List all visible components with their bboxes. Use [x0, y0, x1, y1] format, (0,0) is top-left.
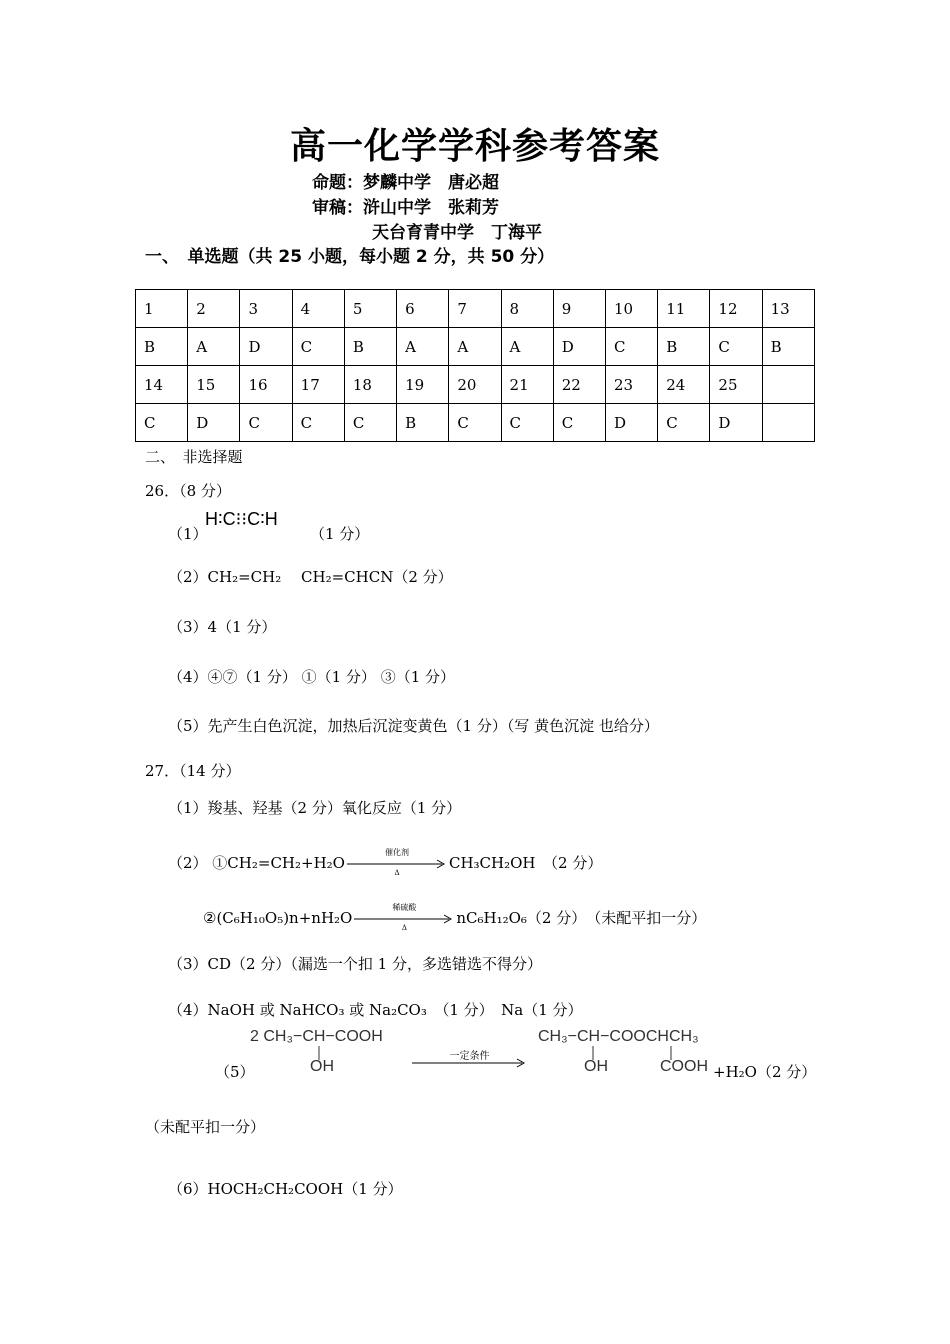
- q27-part1: （1）羧基、羟基（2 分）氧化反应（1 分）: [168, 799, 462, 817]
- question-number-cell: 13: [762, 290, 814, 328]
- question-number-cell: 11: [658, 290, 710, 328]
- question-number-cell: 23: [605, 366, 657, 404]
- answer-cell: A: [397, 328, 449, 366]
- question-number-cell: 22: [553, 366, 605, 404]
- answer-cell: B: [136, 328, 188, 366]
- question-number-cell: 20: [449, 366, 501, 404]
- q27-title: 27．（14 分）: [145, 762, 241, 780]
- question-number-cell: 21: [501, 366, 553, 404]
- question-number-cell: 17: [292, 366, 344, 404]
- answer-cell: C: [449, 404, 501, 442]
- question-number-cell: 7: [449, 290, 501, 328]
- arrow-heat: Δ: [394, 869, 400, 877]
- question-number-cell: 6: [397, 290, 449, 328]
- arrow-heat: Δ: [401, 924, 407, 932]
- reviewer-line-2: 天台育青中学 丁海平: [372, 223, 542, 243]
- section2-heading: 二、 非选择题: [145, 448, 243, 466]
- q27-part5-note: （未配平扣一分）: [145, 1118, 266, 1136]
- question-number-cell: 18: [344, 366, 396, 404]
- question-number-cell: 1: [136, 290, 188, 328]
- reaction-arrow: [354, 903, 454, 932]
- question-number-cell: 2: [188, 290, 240, 328]
- question-number-cell: 14: [136, 366, 188, 404]
- q26-title: 26．（8 分）: [145, 482, 231, 500]
- q27-part5-label: （5）: [215, 1063, 255, 1081]
- question-number-cell: 19: [397, 366, 449, 404]
- answer-cell: B: [658, 328, 710, 366]
- answer-cell: A: [501, 328, 553, 366]
- reaction-arrow: [347, 848, 447, 877]
- answer-cell: B: [344, 328, 396, 366]
- q26-part2: （2）CH₂=CH₂ CH₂=CHCN（2 分）: [168, 568, 453, 586]
- question-number-cell: 24: [658, 366, 710, 404]
- q26-part1-label: （1）: [168, 525, 208, 543]
- product-cooh-group: COOH: [660, 1058, 708, 1075]
- answer-cell: D: [553, 328, 605, 366]
- answer-cell: C: [240, 404, 292, 442]
- answer-cell: D: [188, 404, 240, 442]
- arrow-icon: [412, 1058, 527, 1068]
- question-number-row: [136, 366, 815, 404]
- product-oh-group: OH: [584, 1058, 608, 1075]
- answer-row: [136, 404, 815, 442]
- question-number-cell: 4: [292, 290, 344, 328]
- answer-cell: C: [136, 404, 188, 442]
- question-number-cell: 10: [605, 290, 657, 328]
- reactant-lactic-acid: 2 CH₃−CH−COOH: [250, 1028, 383, 1045]
- q27-part2b-reactants: ②(C₆H₁₀O₅)n+nH₂O: [203, 909, 353, 927]
- section1-heading: 一、 单选题（共 25 小题，每小题 2 分，共 50 分）: [145, 247, 555, 267]
- answer-cell: A: [449, 328, 501, 366]
- author-line: 命题：梦麟中学 唐必超: [312, 173, 499, 193]
- arrow-condition: 催化剂: [384, 848, 409, 857]
- q27-part2-reactants: （2） ①CH₂=CH₂+H₂O: [168, 854, 345, 872]
- answer-cell: [762, 404, 814, 442]
- reaction-arrow: [412, 1048, 527, 1068]
- answer-cell: C: [292, 328, 344, 366]
- q26-part5: （5）先产生白色沉淀，加热后沉淀变黄色（1 分）（写 黄色沉淀 也给分）: [168, 717, 659, 735]
- q27-part2b-product: nC₆H₁₂O₆（2 分） （未配平扣一分）: [456, 909, 707, 927]
- question-number-cell: [762, 366, 814, 404]
- q26-part3: （3）4（1 分）: [168, 618, 277, 636]
- q27-part2-product: CH₃CH₂OH （2 分）: [448, 854, 603, 872]
- answer-table: [135, 289, 815, 442]
- answer-cell: D: [605, 404, 657, 442]
- q27-part5-tail: +H₂O（2 分）: [713, 1063, 817, 1081]
- q27-part4: （4）NaOH 或 NaHCO₃ 或 Na₂CO₃ （1 分） Na（1 分）: [168, 1001, 583, 1019]
- answer-cell: C: [292, 404, 344, 442]
- page-title: 高一化学学科参考答案: [289, 126, 660, 167]
- question-number-cell: 9: [553, 290, 605, 328]
- answer-row: [136, 328, 815, 366]
- question-number-cell: 15: [188, 366, 240, 404]
- answer-cell: A: [188, 328, 240, 366]
- q27-part2-equation1: [168, 848, 603, 877]
- answer-cell: B: [762, 328, 814, 366]
- arrow-condition: 一定条件: [449, 1051, 490, 1062]
- question-number-cell: 12: [710, 290, 762, 328]
- product-ester: CH₃−CH−COOCHCH₃: [538, 1028, 699, 1045]
- question-number-row: [136, 290, 815, 328]
- reviewer-line: 审稿：浒山中学 张莉芳: [312, 198, 499, 218]
- q27-part2-equation2: [203, 903, 707, 932]
- question-number-cell: 5: [344, 290, 396, 328]
- q27-part3: （3）CD（2 分）（漏选一个扣 1 分，多选错选不得分）: [168, 955, 542, 973]
- arrow-condition: 稀硫酸: [392, 903, 417, 912]
- question-number-cell: 8: [501, 290, 553, 328]
- answer-cell: C: [710, 328, 762, 366]
- answer-cell: C: [553, 404, 605, 442]
- reactant-oh-group: OH: [310, 1058, 334, 1075]
- answer-cell: C: [501, 404, 553, 442]
- q27-part6: （6）HOCH₂CH₂COOH（1 分）: [168, 1180, 403, 1198]
- q26-part4: （4）④⑦（1 分） ①（1 分） ③（1 分）: [168, 668, 456, 686]
- answer-cell: C: [344, 404, 396, 442]
- answer-cell: C: [605, 328, 657, 366]
- answer-cell: B: [397, 404, 449, 442]
- question-number-cell: 3: [240, 290, 292, 328]
- answer-cell: C: [658, 404, 710, 442]
- acetylene-electron-formula: H∶C⁝⁝C∶H: [205, 509, 278, 529]
- answer-cell: D: [710, 404, 762, 442]
- q26-part1-score: （1 分）: [310, 525, 370, 543]
- question-number-cell: 25: [710, 366, 762, 404]
- answer-cell: D: [240, 328, 292, 366]
- question-number-cell: 16: [240, 366, 292, 404]
